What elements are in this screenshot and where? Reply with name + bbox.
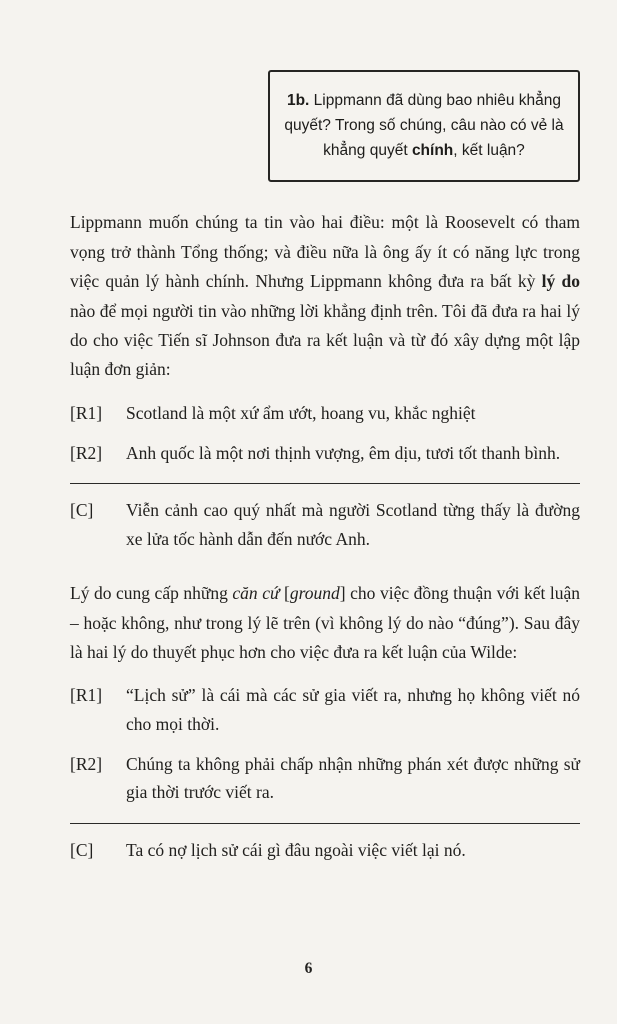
page-number: 6 bbox=[304, 960, 313, 977]
conclusion-label: [C] bbox=[70, 839, 94, 860]
question-callout bbox=[268, 70, 580, 182]
reason-label: [R1] bbox=[70, 685, 103, 706]
reason-row bbox=[70, 750, 580, 807]
reason-row bbox=[70, 399, 580, 427]
conclusion-text: Ta có nợ lịch sử cái gì đâu ngoài việc viết lại nó. bbox=[126, 839, 466, 860]
argument-1 bbox=[70, 399, 580, 553]
callout-emphasis: chính bbox=[411, 141, 454, 159]
reason-text: Scotland là một xứ ẩm ướt, hoang vu, khắc nghiệt bbox=[126, 402, 476, 423]
conclusion-row bbox=[70, 836, 580, 864]
callout-text-after: , kết luận? bbox=[453, 141, 525, 159]
page-content bbox=[70, 0, 580, 864]
middle-text-2: [ bbox=[279, 583, 290, 604]
middle-italic-2: ground bbox=[289, 583, 340, 604]
reason-row bbox=[70, 681, 580, 738]
reason-row bbox=[70, 439, 580, 467]
middle-text-1: Lý do cung cấp những bbox=[70, 583, 233, 604]
argument-divider bbox=[70, 823, 580, 824]
reason-label: [R2] bbox=[70, 753, 103, 774]
argument-divider bbox=[70, 483, 580, 484]
middle-paragraph bbox=[70, 579, 580, 667]
reason-text: Chúng ta không phải chấp nhận những phán xét được những sử gia thời trước viết ra. bbox=[126, 753, 580, 803]
middle-italic-1: căn cứ bbox=[232, 583, 280, 604]
intro-bold-emphasis: lý do bbox=[541, 271, 580, 292]
middle-text-3: ] cho việc đồng thuận với kết luận – hoặc không, như trong lý lẽ trên (vì không lý do nào “đúng”). Sau đây là hai lý do thuyết phục hơn cho việc đưa ra kết luận của Wilde: bbox=[70, 583, 581, 662]
conclusion-row bbox=[70, 496, 580, 553]
conclusion-label: [C] bbox=[70, 500, 94, 521]
reason-text: “Lịch sử” là cái mà các sử gia viết ra, nhưng họ không viết nó cho mọi thời. bbox=[126, 685, 580, 734]
intro-text-2: nào để mọi người tin vào những lời khẳng định trên. Tôi đã đưa ra hai lý do cho việc Tiến sĩ Johnson đưa ra kết luận và từ đó xây dựng một lập luận đơn giản: bbox=[70, 300, 580, 380]
callout-text-before: Lippmann đã dùng bao nhiêu khẳng quyết? Trong số chúng, câu nào có vẻ là khẳng quyết bbox=[284, 92, 564, 159]
intro-paragraph bbox=[70, 208, 580, 384]
reason-label: [R1] bbox=[70, 402, 103, 423]
conclusion-text: Viễn cảnh cao quý nhất mà người Scotland từng thấy là đường xe lửa tốc hành dẫn đến nước Anh. bbox=[126, 500, 580, 549]
callout-number: 1b. bbox=[286, 92, 310, 109]
intro-text-1: Lippmann muốn chúng ta tin vào hai điều: một là Roosevelt có tham vọng trở thành Tổng thống; và điều nữa là ông ấy ít có năng lực trong việc quản lý hành chính. Nhưng Lippmann không đưa ra bất kỳ bbox=[70, 212, 580, 292]
argument-2 bbox=[70, 681, 580, 864]
reason-text: Anh quốc là một nơi thịnh vượng, êm dịu, tươi tốt thanh bình. bbox=[126, 443, 561, 464]
reason-label: [R2] bbox=[70, 443, 103, 464]
